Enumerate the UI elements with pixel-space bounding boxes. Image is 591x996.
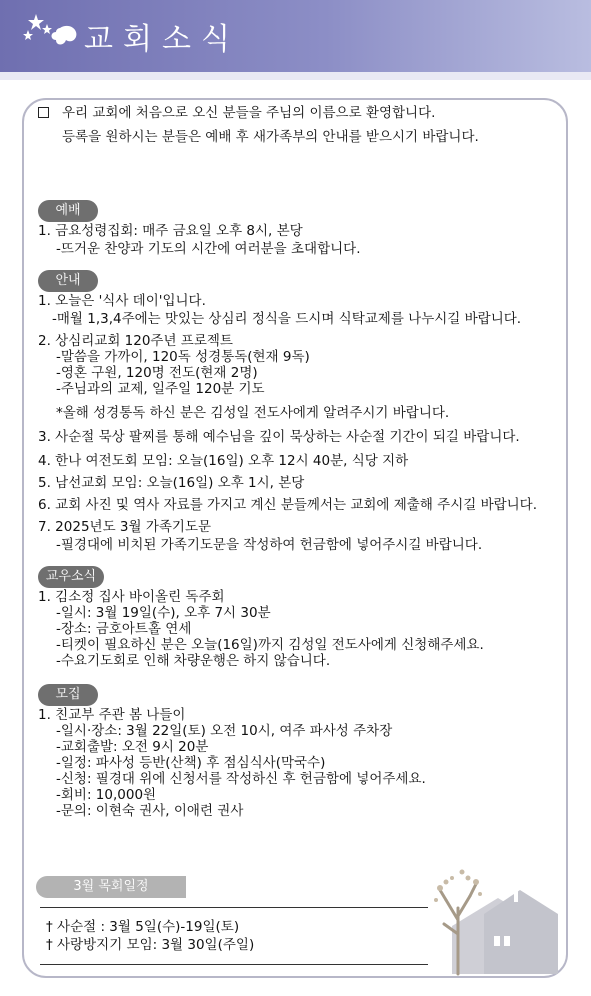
members-line: -수요기도회로 인해 차량운행은 하지 않습니다. xyxy=(56,653,331,669)
church-illustration-icon xyxy=(428,838,568,976)
members-line: -장소: 금호아트홀 연세 xyxy=(56,621,192,637)
header-divider xyxy=(0,72,591,80)
recruit-line: -문의: 이현숙 권사, 이애련 권사 xyxy=(56,803,244,819)
recruit-line: -신청: 필경대 위에 신청서를 작성하신 후 헌금함에 넣어주세요. xyxy=(56,771,426,787)
page-title: 교회소식 xyxy=(84,22,240,57)
notice-line: -매월 1,3,4주에는 맛있는 상심리 정식을 드시며 식탁교제를 나누시길 바랍니다. xyxy=(52,311,522,327)
intro-line-1: 우리 교회에 처음으로 오신 분들을 주님의 이름으로 환영합니다. xyxy=(62,105,436,121)
recruit-line: -일정: 파사성 등반(산책) 후 점심식사(막국수) xyxy=(56,755,326,771)
recruit-line: -일시·장소: 3월 22일(토) 오전 10시, 여주 파사성 주차장 xyxy=(56,723,393,739)
schedule-item: † 사랑방지기 모임: 3월 30일(주일) xyxy=(46,937,255,953)
notice-line: 4. 한나 여전도회 모임: 오늘(16일) 오후 12시 40분, 식당 지하 xyxy=(38,453,409,469)
members-line: 1. 김소정 집사 바이올린 독주회 xyxy=(38,589,225,605)
members-line: -일시: 3월 19일(수), 오후 7시 30분 xyxy=(56,605,271,621)
notice-line: 6. 교회 사진 및 역사 자료를 가지고 계신 분들께서는 교회에 제출해 주시길 바랍니다. xyxy=(38,497,538,513)
recruit-line: -회비: 10,000원 xyxy=(56,787,157,803)
stars-icon xyxy=(22,10,82,58)
header-banner xyxy=(0,0,591,72)
notice-line: 1. 오늘은 '식사 데이'입니다. xyxy=(38,293,206,309)
worship-line: 1. 금요성령집회: 매주 금요일 오후 8시, 본당 xyxy=(38,223,303,239)
schedule-item: † 사순절 : 3월 5일(수)-19일(토) xyxy=(46,919,240,935)
schedule-divider-bottom xyxy=(40,964,428,965)
members-line: -티켓이 필요하신 분은 오늘(16일)까지 김성일 전도사에게 신청해주세요. xyxy=(56,637,484,653)
section-label-worship: 예배 xyxy=(38,200,98,222)
recruit-line: 1. 친교부 주관 봄 나들이 xyxy=(38,707,186,723)
notice-line: 3. 사순절 묵상 팔찌를 통해 예수님을 깊이 묵상하는 사순절 기간이 되길 바랍니다. xyxy=(38,429,520,445)
notice-line: -주님과의 교제, 일주일 120분 기도 xyxy=(56,381,265,397)
section-label-members: 교우소식 xyxy=(38,566,104,588)
checkbox-icon xyxy=(38,107,49,118)
section-label-recruit: 모집 xyxy=(38,684,98,706)
intro-line-2: 등록을 원하시는 분들은 예배 후 새가족부의 안내를 받으시기 바랍니다. xyxy=(62,129,479,145)
notice-line: 2. 상심리교회 120주년 프로젝트 xyxy=(38,333,233,349)
worship-line: -뜨거운 찬양과 기도의 시간에 여러분을 초대합니다. xyxy=(56,241,361,257)
notice-line: -말씀을 가까이, 120독 성경통독(현재 9독) xyxy=(56,349,310,365)
recruit-line: -교회출발: 오전 9시 20분 xyxy=(56,739,209,755)
notice-line: 7. 2025년도 3월 가족기도문 xyxy=(38,519,212,535)
notice-line: -필경대에 비치된 가족기도문을 작성하여 헌금함에 넣어주시길 바랍니다. xyxy=(56,537,483,553)
notice-line: *올해 성경통독 하신 분은 김성일 전도사에게 알려주시기 바랍니다. xyxy=(56,405,450,421)
schedule-title: 3월 목회일정 xyxy=(36,876,186,898)
section-label-notice: 안내 xyxy=(38,270,98,292)
schedule-divider-top xyxy=(40,907,428,908)
notice-line: 5. 남선교회 모임: 오늘(16일) 오후 1시, 본당 xyxy=(38,475,305,491)
notice-line: -영혼 구원, 120명 전도(현재 2명) xyxy=(56,365,258,381)
